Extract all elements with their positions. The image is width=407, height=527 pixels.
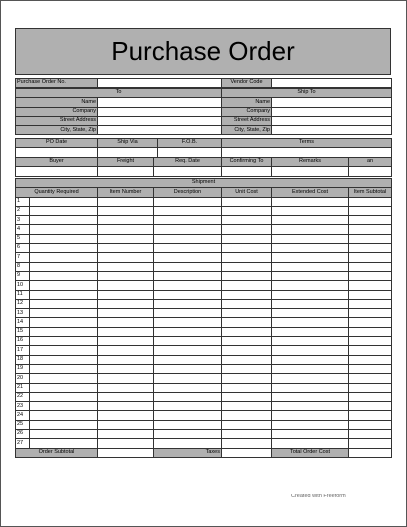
item-subtotal-cell[interactable] xyxy=(349,253,392,262)
extended-cost-cell[interactable] xyxy=(272,383,349,392)
table-row xyxy=(16,392,392,401)
row-number: 17 xyxy=(16,346,30,355)
quantity-cell[interactable] xyxy=(30,290,98,299)
ship-company-field[interactable] xyxy=(272,107,392,116)
unit-cost-cell[interactable] xyxy=(222,271,272,280)
item-subtotal-cell[interactable] xyxy=(349,383,392,392)
item-number-cell[interactable] xyxy=(98,383,154,392)
item-number-cell[interactable] xyxy=(98,364,154,373)
extended-cost-cell[interactable] xyxy=(272,327,349,336)
extended-cost-cell[interactable] xyxy=(272,234,349,243)
quantity-cell[interactable] xyxy=(30,327,98,336)
description-cell[interactable] xyxy=(154,374,222,383)
item-subtotal-cell[interactable] xyxy=(349,290,392,299)
ship-name-field[interactable] xyxy=(272,98,392,107)
quantity-cell[interactable] xyxy=(30,271,98,280)
table-row xyxy=(16,271,392,280)
table-row xyxy=(16,206,392,215)
remarks-label: Remarks xyxy=(272,158,349,167)
extended-cost-cell[interactable] xyxy=(272,346,349,355)
table-row xyxy=(16,309,392,318)
description-cell[interactable] xyxy=(154,197,222,206)
quantity-cell[interactable] xyxy=(30,197,98,206)
table-row xyxy=(16,337,392,346)
row-number: 1 xyxy=(16,197,30,206)
description-cell[interactable] xyxy=(154,216,222,225)
to-heading: To xyxy=(16,89,222,98)
ship-street-label: Street Address xyxy=(222,116,272,125)
row-number: 14 xyxy=(16,318,30,327)
extended-cost-cell[interactable] xyxy=(272,402,349,411)
quantity-cell[interactable] xyxy=(30,402,98,411)
item-number-cell[interactable] xyxy=(98,244,154,253)
col-item-number: Item Number xyxy=(98,188,154,197)
description-cell[interactable] xyxy=(154,364,222,373)
table-row xyxy=(16,253,392,262)
to-company-label: Company xyxy=(16,107,98,116)
description-cell[interactable] xyxy=(154,299,222,308)
table-row xyxy=(16,281,392,290)
to-street-field[interactable] xyxy=(98,116,222,125)
quantity-cell[interactable] xyxy=(30,374,98,383)
quantity-cell[interactable] xyxy=(30,383,98,392)
total-order-cost-field[interactable] xyxy=(349,448,392,457)
row-number: 15 xyxy=(16,327,30,336)
watermark: Created with Freeform xyxy=(291,494,346,499)
to-city-label: City, State, Zip xyxy=(16,126,98,135)
extended-cost-cell[interactable] xyxy=(272,262,349,271)
buyer-label: Buyer xyxy=(16,158,98,167)
item-number-cell[interactable] xyxy=(98,439,154,448)
unit-cost-cell[interactable] xyxy=(222,234,272,243)
row-number: 16 xyxy=(16,337,30,346)
row-number: 5 xyxy=(16,234,30,243)
remarks-field[interactable] xyxy=(272,167,349,176)
description-cell[interactable] xyxy=(154,234,222,243)
item-number-cell[interactable] xyxy=(98,309,154,318)
extended-cost-cell[interactable] xyxy=(272,364,349,373)
table-row xyxy=(16,299,392,308)
quantity-cell[interactable] xyxy=(30,225,98,234)
quantity-cell[interactable] xyxy=(30,337,98,346)
table-row xyxy=(16,383,392,392)
table-row xyxy=(16,439,392,448)
item-number-cell[interactable] xyxy=(98,262,154,271)
confirming-to-label: Confirming To xyxy=(222,158,272,167)
quantity-cell[interactable] xyxy=(30,411,98,420)
unit-cost-cell[interactable] xyxy=(222,327,272,336)
extended-cost-cell[interactable] xyxy=(272,244,349,253)
table-row xyxy=(16,318,392,327)
row-number: 2 xyxy=(16,206,30,215)
quantity-cell[interactable] xyxy=(30,439,98,448)
to-street-label: Street Address xyxy=(16,116,98,125)
item-number-cell[interactable] xyxy=(98,253,154,262)
ship-via-label: Ship Via xyxy=(98,139,158,148)
unit-cost-cell[interactable] xyxy=(222,262,272,271)
row-number: 26 xyxy=(16,430,30,439)
an-field[interactable] xyxy=(349,167,392,176)
unit-cost-cell[interactable] xyxy=(222,392,272,401)
unit-cost-cell[interactable] xyxy=(222,281,272,290)
unit-cost-cell[interactable] xyxy=(222,318,272,327)
confirming-to-field[interactable] xyxy=(222,167,272,176)
item-subtotal-cell[interactable] xyxy=(349,327,392,336)
unit-cost-cell[interactable] xyxy=(222,206,272,215)
unit-cost-cell[interactable] xyxy=(222,253,272,262)
item-number-cell[interactable] xyxy=(98,374,154,383)
shipment-heading: Shipment xyxy=(16,179,392,188)
item-number-cell[interactable] xyxy=(98,225,154,234)
quantity-cell[interactable] xyxy=(30,281,98,290)
table-row xyxy=(16,327,392,336)
item-subtotal-cell[interactable] xyxy=(349,374,392,383)
description-cell[interactable] xyxy=(154,402,222,411)
table-row xyxy=(16,420,392,429)
item-subtotal-cell[interactable] xyxy=(349,392,392,401)
to-name-field[interactable] xyxy=(98,98,222,107)
quantity-cell[interactable] xyxy=(30,364,98,373)
extended-cost-cell[interactable] xyxy=(272,392,349,401)
item-number-cell[interactable] xyxy=(98,337,154,346)
item-number-cell[interactable] xyxy=(98,197,154,206)
item-number-cell[interactable] xyxy=(98,420,154,429)
vendor-code-field[interactable] xyxy=(272,79,392,88)
row-number: 3 xyxy=(16,216,30,225)
description-cell[interactable] xyxy=(154,355,222,364)
row-number: 23 xyxy=(16,402,30,411)
item-number-cell[interactable] xyxy=(98,271,154,280)
item-number-cell[interactable] xyxy=(98,290,154,299)
row-number: 18 xyxy=(16,355,30,364)
description-cell[interactable] xyxy=(154,318,222,327)
description-cell[interactable] xyxy=(154,225,222,234)
unit-cost-cell[interactable] xyxy=(222,430,272,439)
description-cell[interactable] xyxy=(154,262,222,271)
terms-field[interactable] xyxy=(222,148,392,157)
description-cell[interactable] xyxy=(154,430,222,439)
item-number-cell[interactable] xyxy=(98,216,154,225)
extended-cost-cell[interactable] xyxy=(272,411,349,420)
row-number: 13 xyxy=(16,309,30,318)
quantity-cell[interactable] xyxy=(30,206,98,215)
extended-cost-cell[interactable] xyxy=(272,216,349,225)
description-cell[interactable] xyxy=(154,206,222,215)
extended-cost-cell[interactable] xyxy=(272,206,349,215)
unit-cost-cell[interactable] xyxy=(222,225,272,234)
description-cell[interactable] xyxy=(154,411,222,420)
item-number-cell[interactable] xyxy=(98,206,154,215)
taxes-field[interactable] xyxy=(222,448,272,457)
ship-to-heading: Ship To xyxy=(222,89,392,98)
item-number-cell[interactable] xyxy=(98,234,154,243)
description-cell[interactable] xyxy=(154,392,222,401)
row-number: 24 xyxy=(16,411,30,420)
extended-cost-cell[interactable] xyxy=(272,374,349,383)
table-row xyxy=(16,216,392,225)
po-number-label: Purchase Order No. xyxy=(16,79,98,88)
item-subtotal-cell[interactable] xyxy=(349,439,392,448)
total-order-cost-label: Total Order Cost xyxy=(272,448,349,457)
ship-street-field[interactable] xyxy=(272,116,392,125)
description-cell[interactable] xyxy=(154,420,222,429)
extended-cost-cell[interactable] xyxy=(272,290,349,299)
item-subtotal-cell[interactable] xyxy=(349,216,392,225)
item-number-cell[interactable] xyxy=(98,402,154,411)
table-row xyxy=(16,244,392,253)
item-subtotal-cell[interactable] xyxy=(349,420,392,429)
vendor-code-label: Vendor Code xyxy=(222,79,272,88)
row-number: 11 xyxy=(16,290,30,299)
quantity-cell[interactable] xyxy=(30,253,98,262)
col-description: Description xyxy=(154,188,222,197)
extended-cost-cell[interactable] xyxy=(272,225,349,234)
row-number: 9 xyxy=(16,271,30,280)
extended-cost-cell[interactable] xyxy=(272,271,349,280)
title-banner xyxy=(15,28,391,75)
description-cell[interactable] xyxy=(154,439,222,448)
description-cell[interactable] xyxy=(154,253,222,262)
item-subtotal-cell[interactable] xyxy=(349,234,392,243)
row-number: 25 xyxy=(16,420,30,429)
terms-label: Terms xyxy=(222,139,392,148)
form-title: Purchase Order xyxy=(111,36,295,66)
row-number: 22 xyxy=(16,392,30,401)
item-number-cell[interactable] xyxy=(98,355,154,364)
to-name-label: Name xyxy=(16,98,98,107)
to-company-field[interactable] xyxy=(98,107,222,116)
taxes-label: Taxes xyxy=(154,448,222,457)
table-row xyxy=(16,346,392,355)
quantity-cell[interactable] xyxy=(30,262,98,271)
unit-cost-cell[interactable] xyxy=(222,216,272,225)
col-unit-cost: Unit Cost xyxy=(222,188,272,197)
quantity-cell[interactable] xyxy=(30,309,98,318)
extended-cost-cell[interactable] xyxy=(272,430,349,439)
table-row xyxy=(16,374,392,383)
row-number: 7 xyxy=(16,253,30,262)
unit-cost-cell[interactable] xyxy=(222,420,272,429)
extended-cost-cell[interactable] xyxy=(272,355,349,364)
table-row xyxy=(16,364,392,373)
item-number-cell[interactable] xyxy=(98,411,154,420)
col-quantity-required: Quantity Required xyxy=(16,188,98,197)
row-number: 8 xyxy=(16,262,30,271)
col-extended-cost: Extended Cost xyxy=(272,188,349,197)
description-cell[interactable] xyxy=(154,290,222,299)
row-number: 19 xyxy=(16,364,30,373)
item-subtotal-cell[interactable] xyxy=(349,281,392,290)
unit-cost-cell[interactable] xyxy=(222,355,272,364)
quantity-cell[interactable] xyxy=(30,318,98,327)
item-subtotal-cell[interactable] xyxy=(349,197,392,206)
extended-cost-cell[interactable] xyxy=(272,197,349,206)
ship-company-label: Company xyxy=(222,107,272,116)
item-subtotal-cell[interactable] xyxy=(349,318,392,327)
item-subtotal-cell[interactable] xyxy=(349,430,392,439)
quantity-cell[interactable] xyxy=(30,420,98,429)
order-subtotal-field[interactable] xyxy=(98,448,154,457)
address-block xyxy=(15,88,392,135)
unit-cost-cell[interactable] xyxy=(222,411,272,420)
item-subtotal-cell[interactable] xyxy=(349,299,392,308)
description-cell[interactable] xyxy=(154,271,222,280)
unit-cost-cell[interactable] xyxy=(222,374,272,383)
an-label: an xyxy=(349,158,392,167)
table-row xyxy=(16,262,392,271)
item-number-cell[interactable] xyxy=(98,392,154,401)
table-row xyxy=(16,355,392,364)
shipment-table xyxy=(15,178,392,458)
header-fields xyxy=(15,78,392,88)
req-date-label: Req. Date xyxy=(154,158,222,167)
table-row xyxy=(16,234,392,243)
item-subtotal-cell[interactable] xyxy=(349,337,392,346)
unit-cost-cell[interactable] xyxy=(222,299,272,308)
quantity-cell[interactable] xyxy=(30,430,98,439)
table-row xyxy=(16,430,392,439)
quantity-cell[interactable] xyxy=(30,244,98,253)
ship-city-label: City, State, Zip xyxy=(222,126,272,135)
order-subtotal-label: Order Subtotal xyxy=(16,448,98,457)
item-number-cell[interactable] xyxy=(98,327,154,336)
row-number: 10 xyxy=(16,281,30,290)
table-row xyxy=(16,411,392,420)
req-date-field[interactable] xyxy=(154,167,222,176)
item-subtotal-cell[interactable] xyxy=(349,271,392,280)
item-subtotal-cell[interactable] xyxy=(349,225,392,234)
fob-field[interactable] xyxy=(158,148,222,157)
item-subtotal-cell[interactable] xyxy=(349,364,392,373)
freight-label: Freight xyxy=(98,158,154,167)
po-number-field[interactable] xyxy=(98,79,222,88)
quantity-cell[interactable] xyxy=(30,355,98,364)
freight-field[interactable] xyxy=(98,167,154,176)
ship-name-label: Name xyxy=(222,98,272,107)
row-number: 6 xyxy=(16,244,30,253)
ship-via-field[interactable] xyxy=(98,148,158,157)
fob-label: F.O.B. xyxy=(158,139,222,148)
item-number-cell[interactable] xyxy=(98,430,154,439)
description-cell[interactable] xyxy=(154,327,222,336)
unit-cost-cell[interactable] xyxy=(222,309,272,318)
order-info-row1 xyxy=(15,138,392,158)
table-row xyxy=(16,197,392,206)
unit-cost-cell[interactable] xyxy=(222,337,272,346)
row-number: 12 xyxy=(16,299,30,308)
description-cell[interactable] xyxy=(154,281,222,290)
unit-cost-cell[interactable] xyxy=(222,439,272,448)
quantity-cell[interactable] xyxy=(30,346,98,355)
description-cell[interactable] xyxy=(154,383,222,392)
item-subtotal-cell[interactable] xyxy=(349,206,392,215)
extended-cost-cell[interactable] xyxy=(272,299,349,308)
unit-cost-cell[interactable] xyxy=(222,346,272,355)
description-cell[interactable] xyxy=(154,337,222,346)
item-subtotal-cell[interactable] xyxy=(349,262,392,271)
item-subtotal-cell[interactable] xyxy=(349,411,392,420)
description-cell[interactable] xyxy=(154,309,222,318)
description-cell[interactable] xyxy=(154,346,222,355)
row-number: 27 xyxy=(16,439,30,448)
unit-cost-cell[interactable] xyxy=(222,290,272,299)
unit-cost-cell[interactable] xyxy=(222,383,272,392)
table-row xyxy=(16,225,392,234)
po-date-label: PO Date xyxy=(16,139,98,148)
quantity-cell[interactable] xyxy=(30,392,98,401)
po-date-field[interactable] xyxy=(16,148,98,157)
extended-cost-cell[interactable] xyxy=(272,281,349,290)
extended-cost-cell[interactable] xyxy=(272,253,349,262)
buyer-field[interactable] xyxy=(16,167,98,176)
to-city-field[interactable] xyxy=(98,126,222,135)
table-row xyxy=(16,290,392,299)
extended-cost-cell[interactable] xyxy=(272,439,349,448)
row-number: 21 xyxy=(16,383,30,392)
item-number-cell[interactable] xyxy=(98,281,154,290)
item-subtotal-cell[interactable] xyxy=(349,355,392,364)
unit-cost-cell[interactable] xyxy=(222,364,272,373)
extended-cost-cell[interactable] xyxy=(272,337,349,346)
extended-cost-cell[interactable] xyxy=(272,420,349,429)
item-subtotal-cell[interactable] xyxy=(349,309,392,318)
unit-cost-cell[interactable] xyxy=(222,244,272,253)
item-number-cell[interactable] xyxy=(98,299,154,308)
row-number: 20 xyxy=(16,374,30,383)
col-item-subtotal: Item Subtotal xyxy=(349,188,392,197)
unit-cost-cell[interactable] xyxy=(222,197,272,206)
item-number-cell[interactable] xyxy=(98,318,154,327)
row-number: 4 xyxy=(16,225,30,234)
extended-cost-cell[interactable] xyxy=(272,318,349,327)
item-subtotal-cell[interactable] xyxy=(349,402,392,411)
table-row xyxy=(16,402,392,411)
description-cell[interactable] xyxy=(154,244,222,253)
extended-cost-cell[interactable] xyxy=(272,309,349,318)
item-subtotal-cell[interactable] xyxy=(349,346,392,355)
item-number-cell[interactable] xyxy=(98,346,154,355)
ship-city-field[interactable] xyxy=(272,126,392,135)
item-subtotal-cell[interactable] xyxy=(349,244,392,253)
quantity-cell[interactable] xyxy=(30,234,98,243)
order-info-row2 xyxy=(15,157,392,177)
unit-cost-cell[interactable] xyxy=(222,402,272,411)
quantity-cell[interactable] xyxy=(30,299,98,308)
quantity-cell[interactable] xyxy=(30,216,98,225)
